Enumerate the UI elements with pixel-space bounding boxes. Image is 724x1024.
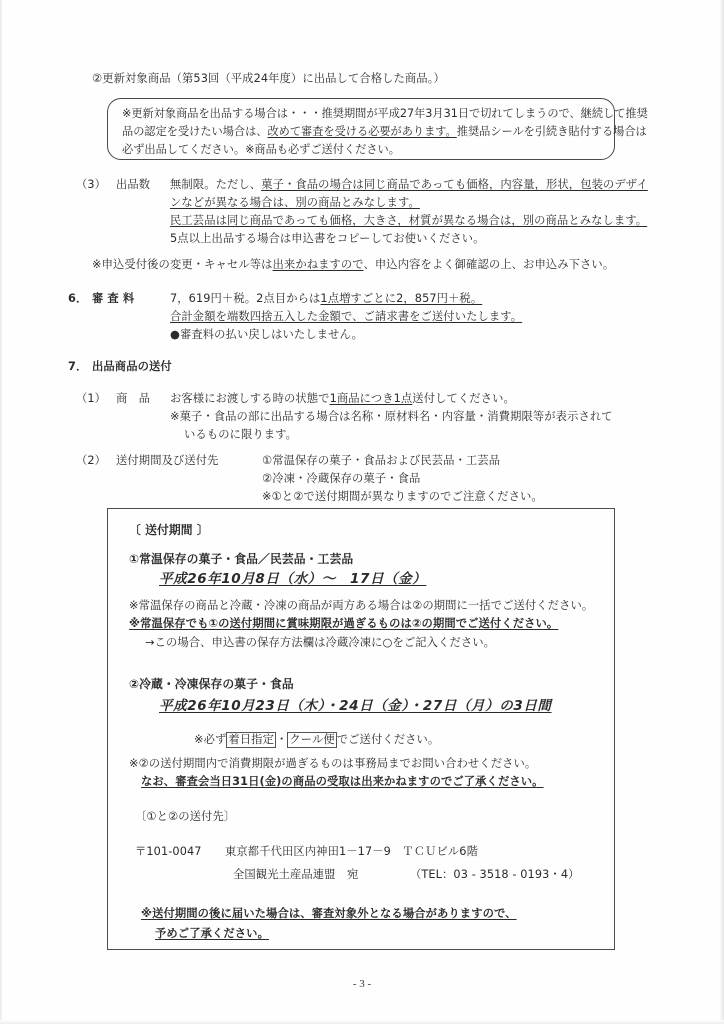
update-note-line-2c: 推奨品シールを引続き貼付する場合は	[456, 125, 647, 138]
ship-group2-note-suffix: でご送付ください。	[336, 733, 440, 746]
fee-line-3: ●審査料の払い戻しはいたしません。	[170, 328, 363, 341]
shipping-item1-line-1b: 1商品につき1点	[329, 392, 413, 405]
ship-group1-note-2: ※常温保存でも①の送付期間に賞味期限が過ぎるものは②の期間でご送付ください。	[129, 617, 559, 630]
quantity-note	[92, 256, 614, 274]
shipping-item1-line-3: いるものに限ります。	[184, 428, 298, 441]
address-postal-code: 〒101-0047	[135, 845, 202, 858]
update-note-line-1: ※更新対象商品を出品する場合は・・・推奨期間が平成27年3月31日で切れてしまうので、継続して推奨	[122, 107, 648, 120]
arrival-date-designation-box: 着日指定	[228, 733, 274, 746]
ship-group2-note-prefix: ※必ず	[194, 733, 227, 746]
quantity-line-1	[170, 176, 648, 194]
update-target-heading: ②更新対象商品（第53回（平成24年度）に出品して合格した商品。）	[92, 72, 445, 85]
fee-line-1a: 7，619円＋税。2点目からは	[170, 292, 321, 305]
quantity-note-a: ※申込受付後の変更・キャセル等は	[92, 258, 273, 271]
ship-group1-heading: ①常温保存の菓子・食品／民芸品・工芸品	[129, 552, 354, 566]
quantity-line-3: 民工芸品は同じ商品であっても価格，大きさ，材質が異なる場合は，別の商品とみなします。	[170, 214, 648, 227]
cool-delivery-box: クール便	[289, 733, 335, 746]
address-warning-1: ※送付期間の後に届いた場合は、審査対象外となる場合がありますので、	[141, 907, 517, 920]
shipping-section-number: 7．	[68, 360, 88, 373]
address-block-label: 〔①と②の送付先〕	[135, 810, 236, 823]
address-telephone: （TEL：03 - 3518 - 0193・4）	[410, 868, 580, 881]
update-note-line-3: 必ず出品してください。※商品も必ずご送付ください。	[122, 143, 400, 156]
shipping-item2-line-1: ①常温保存の菓子・食品および民芸品・工芸品	[262, 454, 501, 467]
scan-edge-right	[719, 0, 724, 1024]
ship-group2-date: 平成26年10月23日（木）・24日（金）・27日（月）の3日間	[159, 698, 552, 714]
address-warning-2: 予めご了承ください。	[155, 927, 269, 940]
ship-group2-note-2: ※②の送付期間内で消費期限が過ぎるものは事務局までお問い合わせください。	[129, 757, 537, 770]
shipping-item1-line-2: ※菓子・食品の部に出品する場合は名称・原材料名・内容量・消費期限等が表示されて	[170, 410, 613, 423]
update-note-line-2b: 改めて審査を受ける必要があります。	[267, 125, 457, 138]
page-number-footer: - 3 -	[352, 978, 372, 990]
quantity-line-4: 5点以上出品する場合は申込書をコピーしてお使いください。	[170, 232, 485, 245]
quantity-item-number: （3）	[76, 178, 107, 191]
fee-section-label: 審 査 料	[92, 292, 135, 305]
quantity-line-2: ンなどが異なる場合は、別の商品とみなします。	[170, 196, 420, 209]
ship-group2-note-3: なお、審査会当日31日(金)の商品の受取は出来かねますのでご了承ください。	[141, 775, 544, 788]
quantity-note-b: 出来かねますので	[272, 258, 364, 271]
shipping-item1-line-1c: 送付してください。	[412, 392, 515, 405]
shipping-item2-label: 送付期間及び送付先	[116, 454, 219, 467]
shipping-item2-number: （2）	[76, 454, 107, 467]
ship-group1-note-1: ※常温保存の商品と冷蔵・冷凍の商品が両方ある場合は②の期間に一括でご送付ください。	[129, 599, 594, 612]
quantity-item-label: 出品数	[116, 178, 151, 191]
quantity-line-1a: 無制限。ただし、	[170, 178, 262, 191]
ship-group1-date: 平成26年10月8日（水）～ 17日（金）	[159, 571, 427, 587]
shipping-item2-line-2: ②冷凍・冷蔵保存の菓子・食品	[262, 472, 421, 485]
ship-group2-note-mid: ・	[275, 733, 288, 746]
shipping-section-heading: 出品商品の送付	[92, 360, 172, 373]
shipping-item1-line-1a: お客様にお渡しする時の状態で	[170, 392, 330, 405]
fee-line-2: 合計金額を端数四捨五入した金額で、ご請求書をご送付いたします。	[170, 310, 523, 323]
ship-group1-note-3: →この場合、申込書の保存方法欄は冷蔵冷凍に○をご記入ください。	[145, 636, 496, 649]
shipping-item1-label: 商 品	[116, 392, 151, 405]
quantity-line-1b: 菓子・食品の場合は同じ商品であっても価格，内容量，形状，包装のデザイ	[261, 178, 648, 191]
quantity-note-c: 、申込内容をよく御確認の上、お申込み下さい。	[363, 258, 615, 271]
update-note-line-2a: 品の認定を受けたい場合は、	[122, 125, 268, 138]
ship-group2-heading: ②冷蔵・冷凍保存の菓子・食品	[129, 677, 294, 691]
ship-group2-delivery-note	[194, 731, 439, 749]
shipping-item1-number: （1）	[76, 392, 107, 405]
fee-line-1	[170, 290, 482, 308]
fee-section-number: 6．	[68, 292, 88, 305]
scan-edge-left	[0, 0, 3, 1024]
ship-box-title: 〔 送付期間 〕	[129, 523, 209, 537]
update-note-line-2	[122, 123, 647, 141]
shipping-item1-line-1	[170, 390, 515, 408]
address-street: 東京都千代田区内神田1－17－9 ＴＣＵビル6階	[225, 845, 478, 858]
shipping-item2-line-3: ※①と②で送付期間が異なりますのでご注意ください。	[262, 490, 543, 503]
fee-line-1b: 1点増すごとに2，857円＋税。	[320, 292, 483, 305]
scan-edge-bottom	[0, 1020, 724, 1024]
address-organization: 全国観光土産品連盟 宛	[233, 868, 359, 881]
